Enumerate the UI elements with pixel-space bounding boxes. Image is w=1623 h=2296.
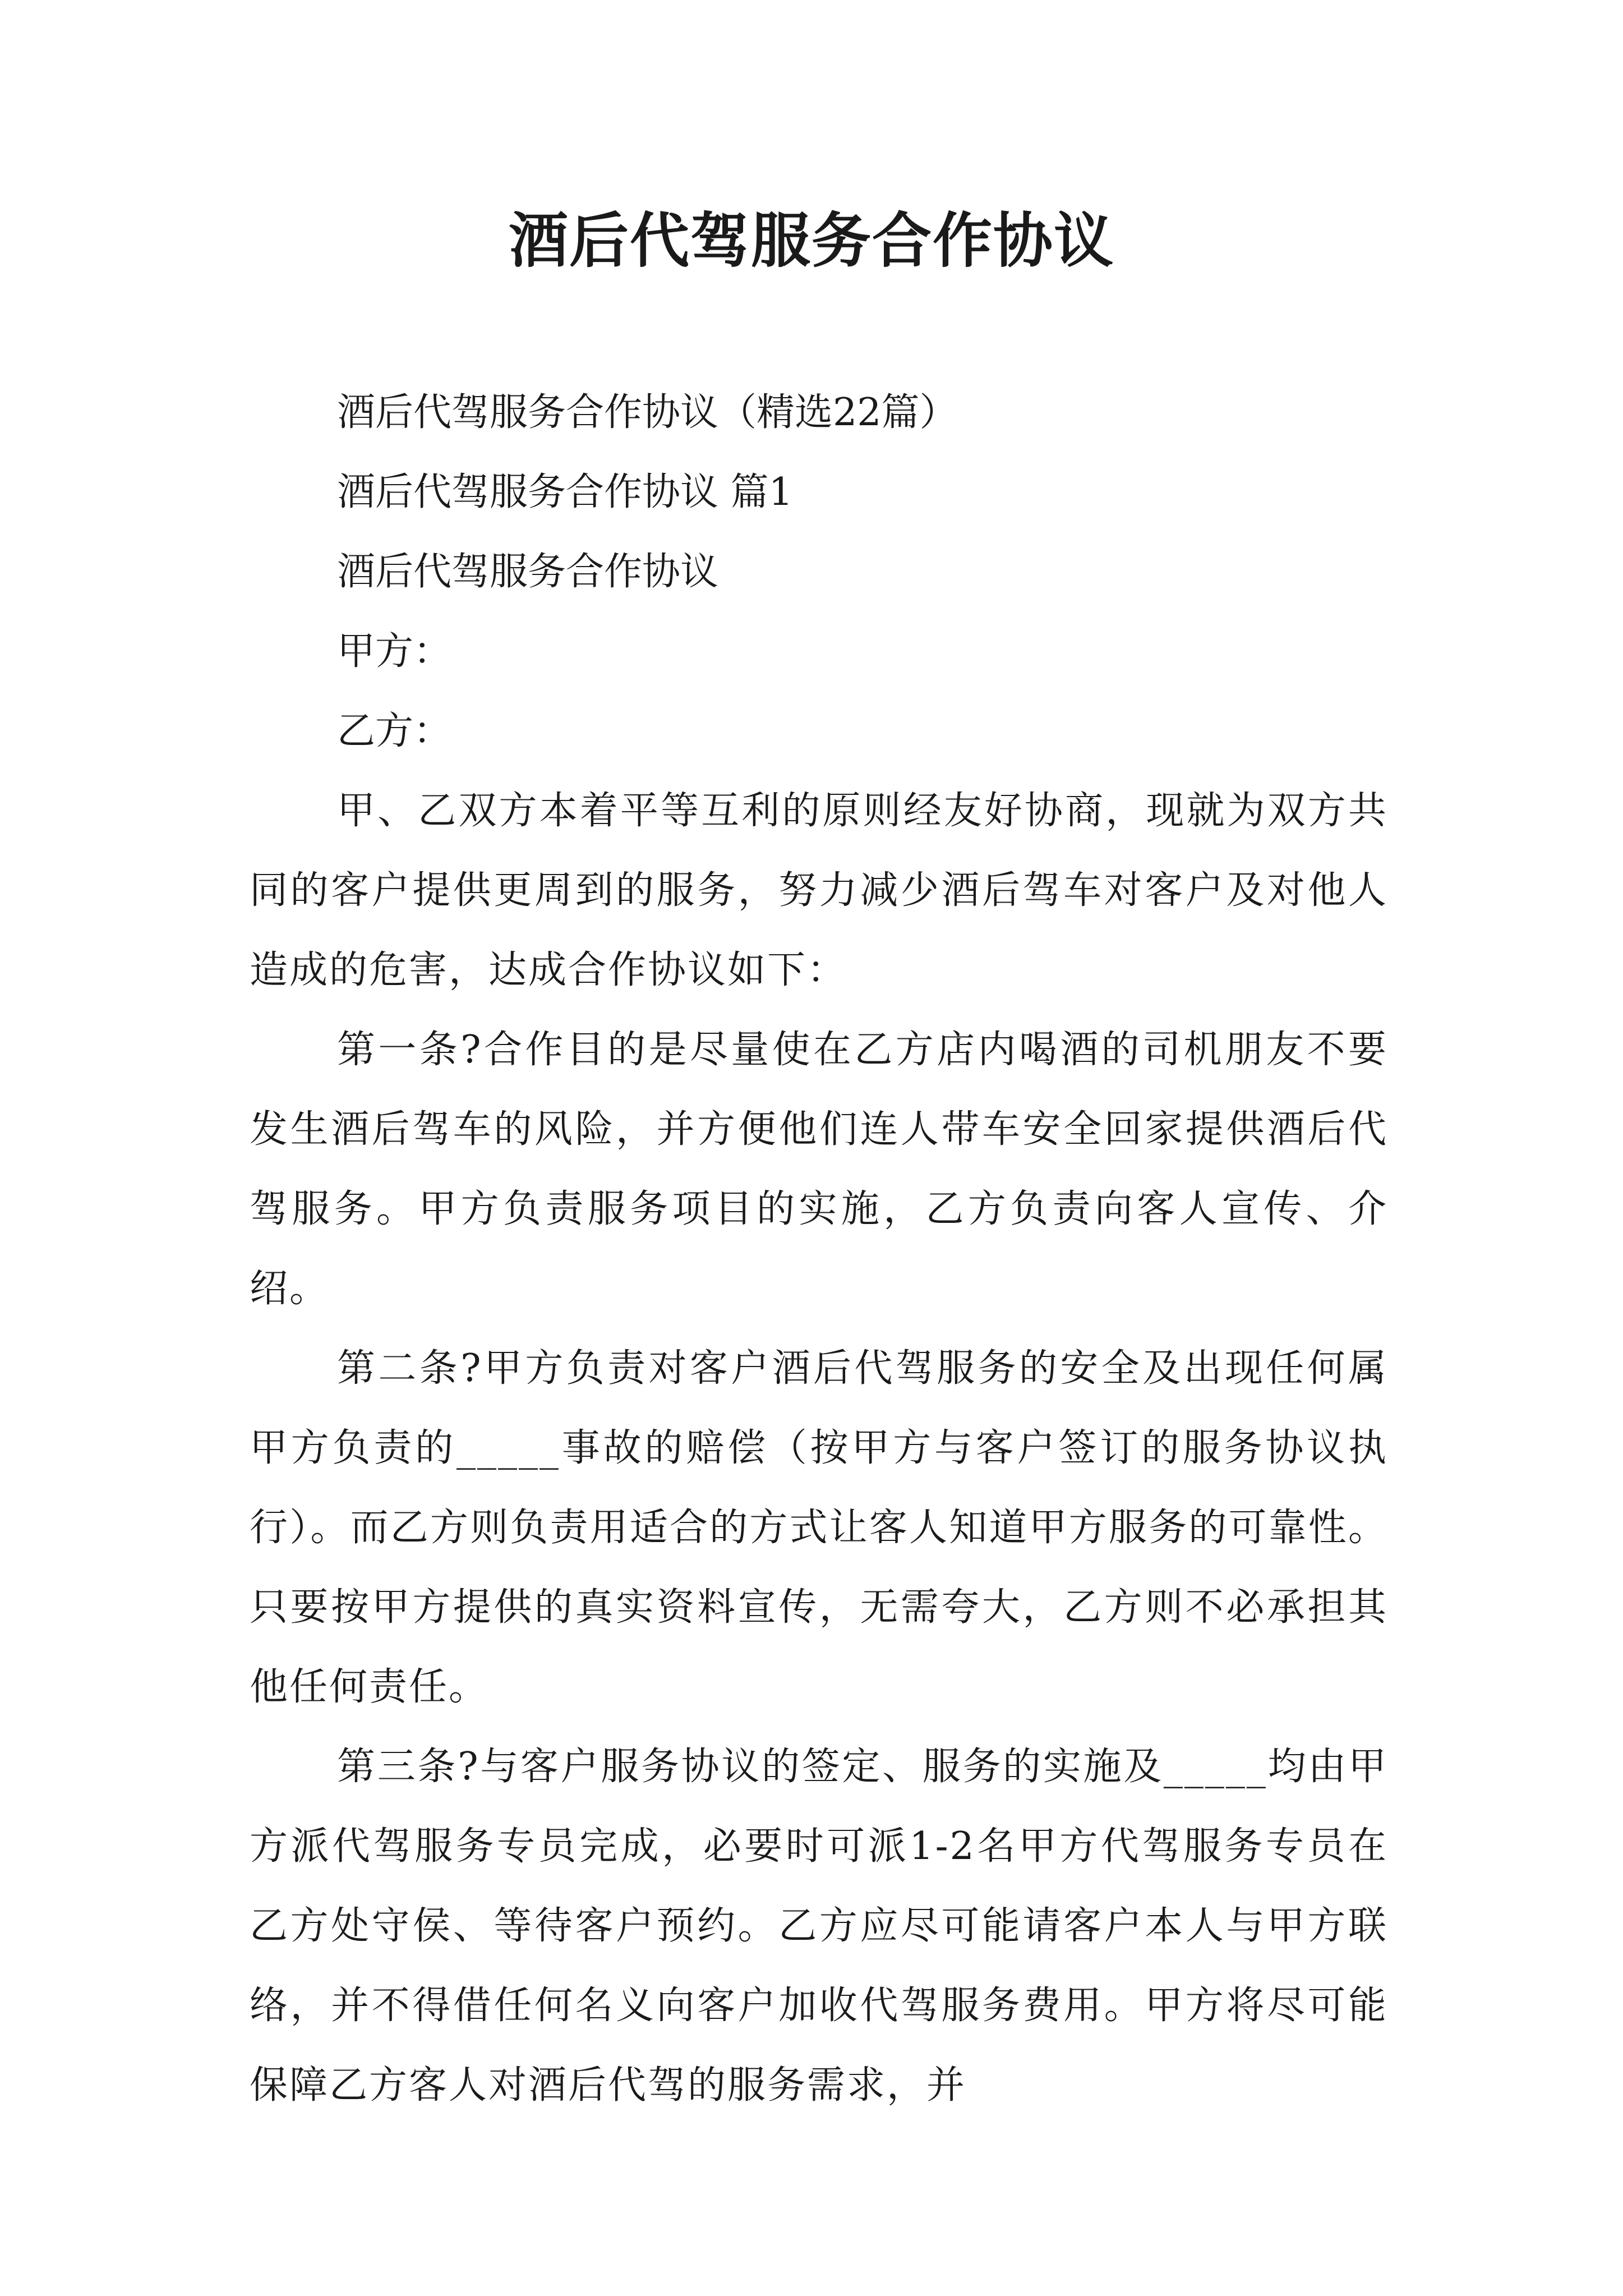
article-3-paragraph: 第三条?与客户服务协议的签定、服务的实施及_____均由甲方派代驾服务专员完成，必要时可派1-2名甲方代驾服务专员在乙方处守侯、等待客户预约。乙方应尽可能请客户本人与甲方联络，并不得借任何名义向客户加收代驾服务费用。甲方将尽可能保障乙方客人对酒后代驾的服务需求，并 [250, 1745, 1388, 2108]
document-title: 酒后代驾服务合作协议 [509, 206, 1114, 275]
subtitle-selection: 酒后代驾服务合作协议（精选22篇） [337, 390, 958, 435]
article-2-paragraph: 第二条?甲方负责对客户酒后代驾服务的安全及出现任何属甲方负责的_____事故的赔偿（按甲方与客户签订的服务协议执行）。而乙方则负责用适合的方式让客人知道甲方服务的可靠性。只要按甲方提供的真实资料宣传，无需夸大，乙方则不必承担其他任何责任。 [250, 1346, 1388, 1709]
document-body [250, 373, 1388, 2125]
preamble-paragraph: 甲、乙双方本着平等互利的原则经友好协商，现就为双方共同的客户提供更周到的服务，努力减少酒后驾车对客户及对他人造成的危害，达成合作协议如下： [250, 789, 1388, 992]
article-1-paragraph: 第一条?合作目的是尽量使在乙方店内喝酒的司机朋友不要发生酒后驾车的风险，并方便他们连人带车安全回家提供酒后代驾服务。甲方负责服务项目的实施，乙方负责向客人宣传、介绍。 [250, 1028, 1388, 1311]
party-a-label: 甲方： [337, 629, 452, 674]
agreement-heading: 酒后代驾服务合作协议 [337, 550, 719, 594]
section-heading: 酒后代驾服务合作协议 篇1 [337, 470, 793, 514]
party-b-label: 乙方： [337, 709, 452, 753]
